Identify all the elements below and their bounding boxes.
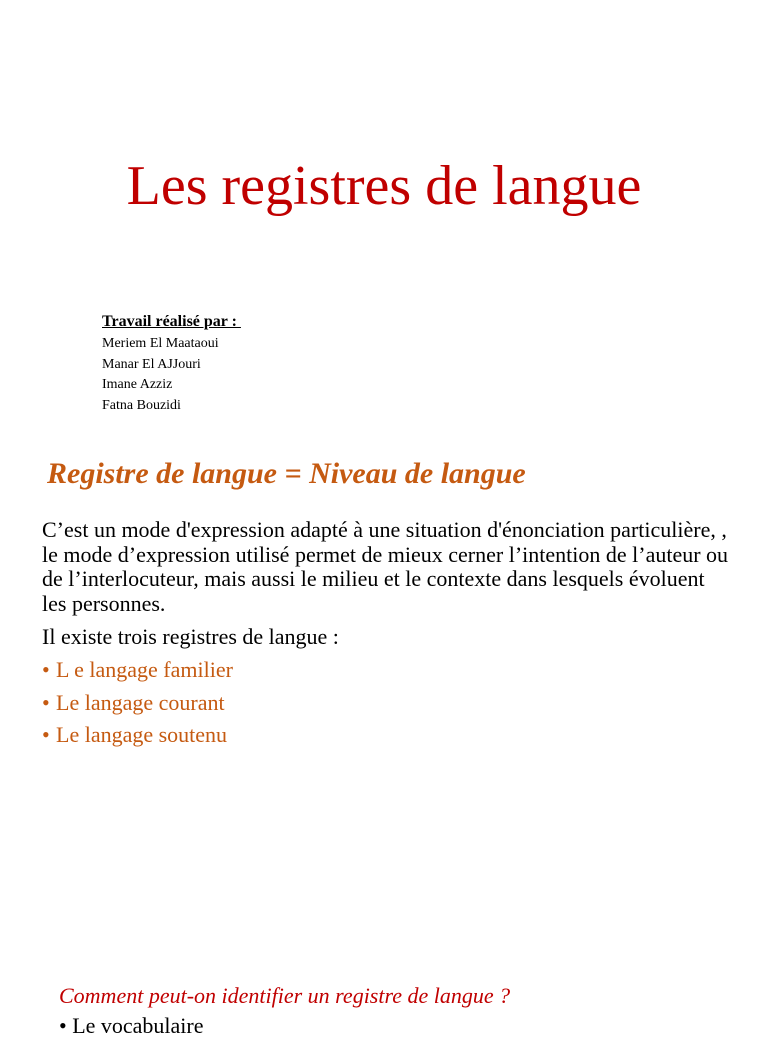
register-label: Le langage soutenu [56, 722, 228, 747]
bullet-icon: • [42, 657, 50, 682]
credits-block [102, 312, 241, 416]
intro-line: Il existe trois registres de langue : [42, 624, 339, 649]
section-heading: Registre de langue = Niveau de langue [47, 457, 526, 490]
cutoff-list-item: • Le vocabulaire [59, 1013, 204, 1038]
list-item [42, 719, 233, 752]
register-list [42, 654, 233, 752]
register-label: Le langage courant [56, 689, 225, 715]
list-item [42, 687, 233, 720]
author-list [102, 334, 241, 416]
bullet-icon: • [42, 722, 50, 747]
question-heading: Comment peut-on identifier un registre de langue ? [59, 983, 511, 1008]
author-name: Meriem El Maataoui [102, 336, 219, 351]
page-title: Les registres de langue [126, 155, 642, 217]
list-item [42, 654, 233, 687]
credits-heading: Travail réalisé par : [102, 313, 241, 330]
author-name: Imane Azziz [102, 377, 173, 392]
author-name: Fatna Bouzidi [102, 397, 181, 413]
register-label: L e langage familier [56, 657, 233, 682]
author-name: Manar El AJJouri [102, 356, 201, 372]
bullet-icon: • [42, 689, 50, 715]
definition-paragraph: C’est un mode d'expression adapté à une situation d'énonciation particulière, , le mode d’expression utilisé permet de mieux cerner l’intention de l’auteur ou de l’interlocuteur, mais aussi le milieu et le contexte dans lesquels évoluent les personnes. [42, 517, 729, 616]
